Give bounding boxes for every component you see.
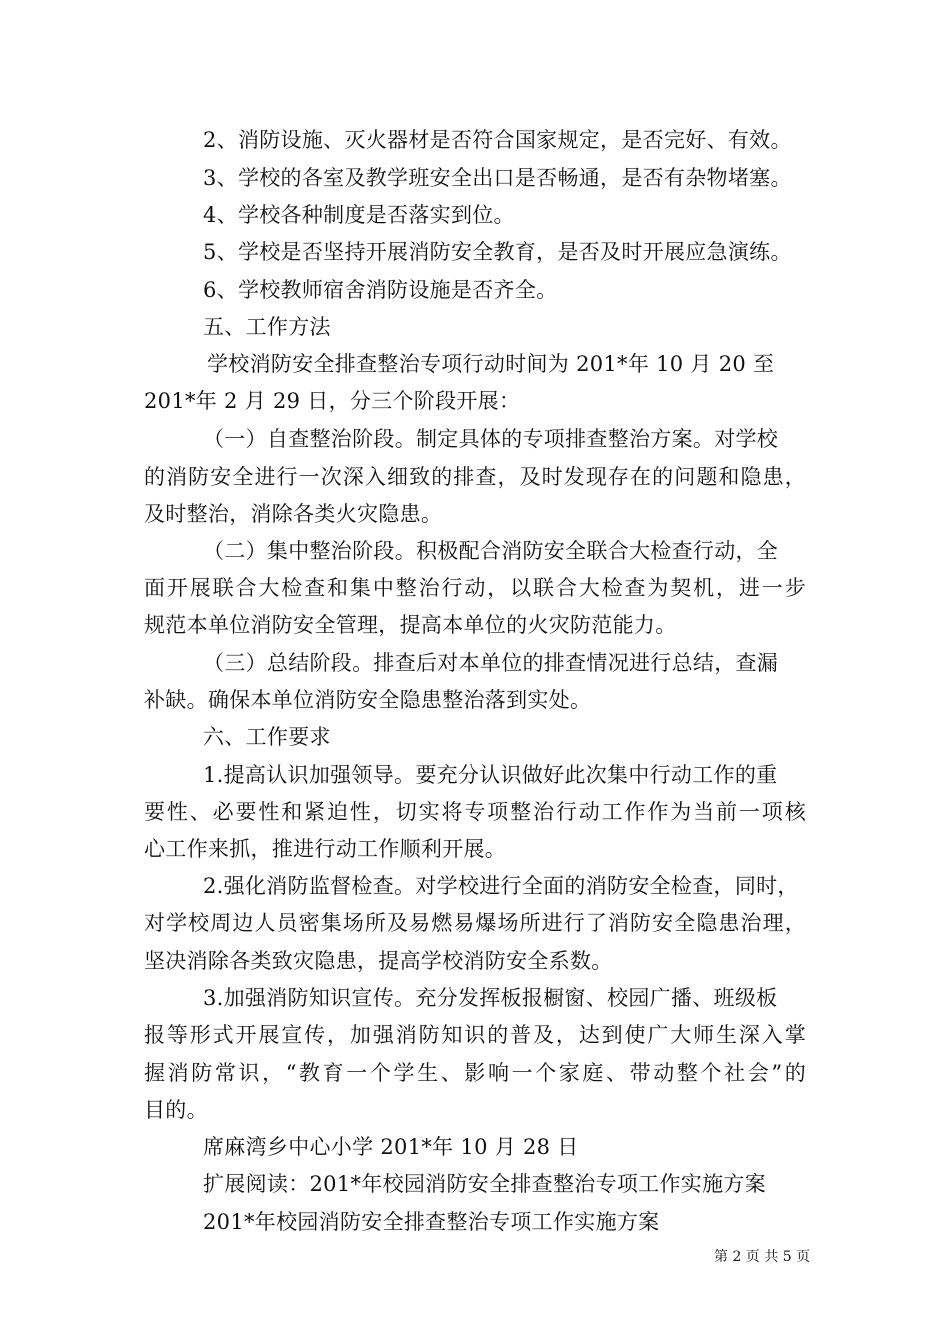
paragraph-line: （三）总结阶段。排查后对本单位的排查情况进行总结，查漏: [203, 651, 779, 675]
paragraph-line: 及时整治，消除各类火灾隐患。: [144, 502, 443, 526]
page-number: 第 2 页 共 5 页: [714, 1249, 811, 1265]
paragraph-line: 的消防安全进行一次深入细致的排查，及时发现存在的问题和隐患，: [144, 465, 806, 489]
list-item-dormitory: 6、学校教师宿舍消防设施是否齐全。: [203, 278, 558, 302]
signature-line: 席麻湾乡中心小学 201*年 10 月 28 日: [203, 1135, 579, 1159]
paragraph-line: 坚决消除各类致灾隐患，提高学校消防安全系数。: [144, 949, 613, 973]
paragraph-line: 1.提高认识加强领导。要充分认识做好此次集中行动工作的重: [203, 763, 778, 787]
paragraph-line: 补缺。确保本单位消防安全隐患整治落到实处。: [144, 688, 592, 712]
paragraph-line: 3.加强消防知识宣传。充分发挥板报橱窗、校园广播、班级板: [203, 986, 778, 1010]
paragraph-line: 报等形式开展宣传，加强消防知识的普及，达到使广大师生深入掌: [144, 1023, 806, 1047]
section-heading-work-requirements: 六、工作要求: [203, 725, 331, 749]
paragraph-line: 规范本单位消防安全管理，提高本单位的火灾防范能力。: [144, 613, 677, 637]
paragraph-line: 2.强化消防监督检查。对学校进行全面的消防安全检查，同时，: [203, 874, 799, 898]
paragraph-line: 学校消防安全排查整治专项行动时间为 201*年 10 月 20 至: [207, 352, 775, 376]
paragraph-line: （二）集中整治阶段。积极配合消防安全联合大检查行动，全: [203, 539, 779, 563]
section-heading-work-methods: 五、工作方法: [203, 315, 331, 339]
extended-reading-line: 扩展阅读：201*年校园消防安全排查整治专项工作实施方案: [203, 1172, 766, 1196]
paragraph-line: 201*年 2 月 29 日，分三个阶段开展：: [144, 389, 521, 413]
paragraph-line: 目的。: [144, 1098, 208, 1122]
paragraph-line: （一）自查整治阶段。制定具体的专项排查整治方案。对学校: [203, 427, 779, 451]
list-item-fire-facilities: 2、消防设施、灭火器材是否符合国家规定，是否完好、有效。: [203, 128, 792, 152]
list-item-safety-education: 5、学校是否坚持开展消防安全教育，是否及时开展应急演练。: [203, 240, 792, 264]
list-item-safety-exits: 3、学校的各室及教学班安全出口是否畅通，是否有杂物堵塞。: [203, 166, 792, 190]
paragraph-line: 心工作来抓，推进行动工作顺利开展。: [144, 837, 507, 861]
paragraph-line: 面开展联合大检查和集中整治行动，以联合大检查为契机，进一步: [144, 576, 806, 600]
paragraph-line: 对学校周边人员密集场所及易燃易爆场所进行了消防安全隐患治理，: [144, 911, 806, 935]
paragraph-line: 握消防常识，“教育一个学生、影响一个家庭、带动整个社会”的: [144, 1061, 806, 1085]
paragraph-line: 要性、必要性和紧迫性，切实将专项整治行动工作作为当前一项核: [144, 800, 806, 824]
list-item-school-rules: 4、学校各种制度是否落实到位。: [203, 203, 515, 227]
extended-title-line: 201*年校园消防安全排查整治专项工作实施方案: [203, 1210, 660, 1234]
